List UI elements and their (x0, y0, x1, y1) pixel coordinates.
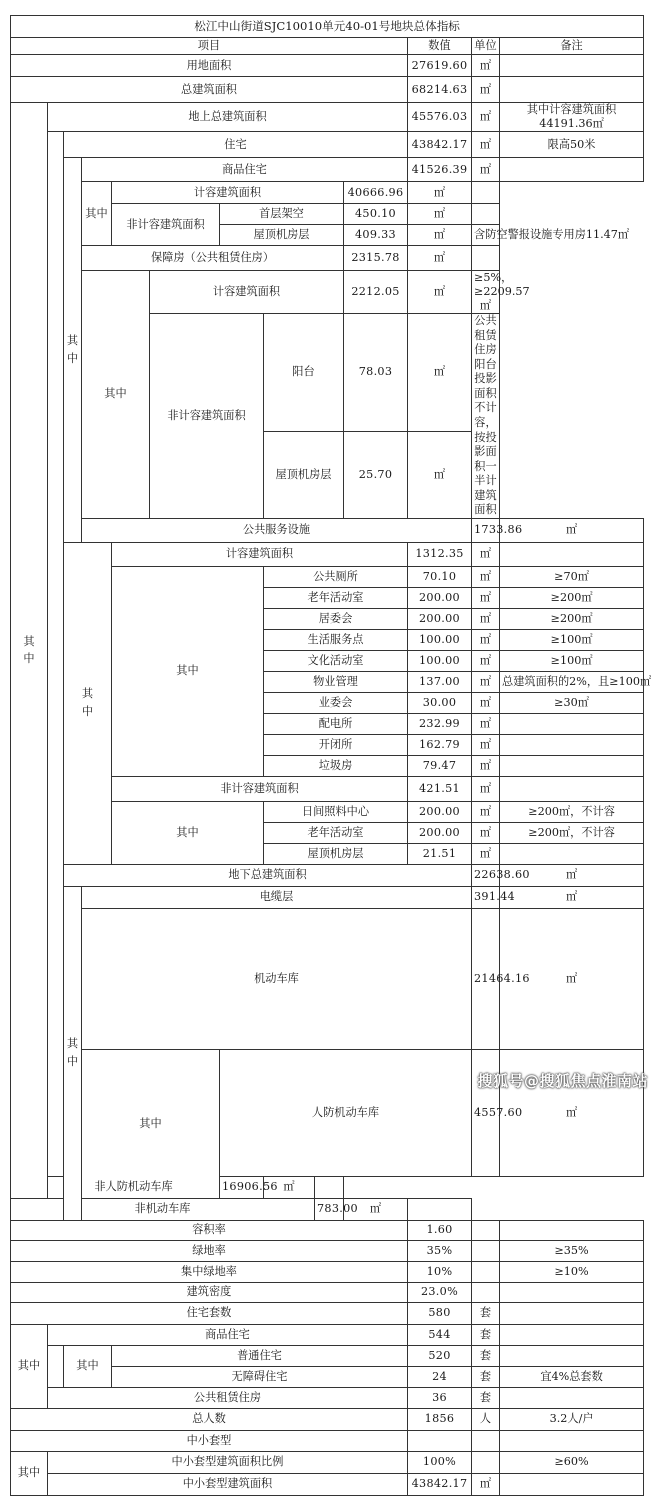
blank-cell (48, 132, 64, 1177)
table-row (11, 864, 644, 886)
row-label: 阳台 (264, 314, 344, 432)
row-unit: 套 (472, 1366, 500, 1387)
row-note: ≥10% (500, 1261, 644, 1282)
group-label: 其中 (82, 271, 150, 519)
row-value: 10% (408, 1261, 472, 1282)
row-unit: ㎡ (500, 908, 644, 1049)
row-unit: ㎡ (472, 671, 500, 692)
row-value: 391.44 (472, 886, 500, 908)
row-unit (472, 1451, 500, 1473)
row-unit: ㎡ (408, 246, 472, 271)
row-unit: ㎡ (472, 713, 500, 734)
row-value: 21.51 (408, 843, 472, 864)
row-label: 商品住宅 (48, 1324, 408, 1345)
row-unit: ㎡ (500, 1049, 644, 1176)
row-value: 21464.16 (472, 908, 500, 1049)
row-label: 总建筑面积 (11, 77, 408, 103)
row-note: ≥70㎡ (500, 566, 644, 587)
row-unit: ㎡ (408, 432, 472, 519)
row-label: 总人数 (11, 1408, 408, 1430)
row-label: 计容建筑面积 (150, 271, 344, 314)
row-note: ≥5%，≥2209.57㎡ (472, 271, 500, 314)
row-value: 421.51 (408, 776, 472, 801)
table-row (11, 158, 644, 182)
row-unit (472, 1220, 500, 1240)
group-label: 其中 (64, 1345, 112, 1387)
row-unit: ㎡ (472, 776, 500, 801)
row-note: 其中计容建筑面积44191.36㎡ (500, 103, 644, 132)
row-value: 22638.60 (472, 864, 500, 886)
row-label: 容积率 (11, 1220, 408, 1240)
table-row (11, 1240, 644, 1261)
row-note: 宜4%总套数 (500, 1366, 644, 1387)
row-unit: ㎡ (472, 103, 500, 132)
row-label: 计容建筑面积 (112, 182, 344, 204)
row-label: 机动车库 (82, 908, 472, 1049)
header-item: 项目 (11, 38, 408, 55)
table-row (11, 77, 644, 103)
row-value: 450.10 (344, 204, 408, 225)
row-unit: 套 (472, 1345, 500, 1366)
row-label: 老年活动室 (264, 822, 408, 843)
row-label: 首层架空 (220, 204, 344, 225)
group-label: 其中 (11, 1324, 48, 1408)
group-label: 其中 (82, 1049, 220, 1198)
row-value: 544 (408, 1324, 472, 1345)
row-label: 公共厕所 (264, 566, 408, 587)
row-label: 住宅 (64, 132, 408, 158)
row-value: 23.0% (408, 1282, 472, 1302)
row-value (408, 1430, 472, 1451)
row-label: 地下总建筑面积 (64, 864, 472, 886)
row-note: ≥200㎡ (500, 608, 644, 629)
row-label: 中小套型建筑面积 (48, 1473, 408, 1495)
row-note (472, 182, 500, 204)
table-row (11, 1387, 644, 1408)
row-label: 计容建筑面积 (112, 542, 408, 566)
row-note (472, 204, 500, 225)
row-note (500, 542, 644, 566)
row-unit (472, 1240, 500, 1261)
row-label: 生活服务点 (264, 629, 408, 650)
row-value: 70.10 (408, 566, 472, 587)
row-value: 4557.60 (472, 1049, 500, 1176)
row-value: 45576.03 (408, 103, 472, 132)
table-row (11, 1324, 644, 1345)
row-note: 公共租赁住房阳台投影面积不计容，按投影面积一半计建筑面积 (472, 314, 500, 519)
row-unit: ㎡ (500, 518, 644, 542)
table-row (11, 103, 644, 132)
watermark-text: 搜狐号@搜狐焦点淮南站 (477, 1072, 648, 1090)
row-label: 屋顶机房层 (264, 432, 344, 519)
blank-cell (48, 1345, 64, 1387)
row-label: 公共租赁住房 (48, 1387, 408, 1408)
row-unit: 套 (472, 1302, 500, 1324)
row-value: 1856 (408, 1408, 472, 1430)
group-label: 其 中 (64, 886, 82, 1220)
table-row (11, 1430, 644, 1451)
row-value: 30.00 (408, 692, 472, 713)
row-note: ≥200㎡，不计容 (500, 801, 644, 822)
row-note (408, 1198, 472, 1220)
row-unit: ㎡ (408, 182, 472, 204)
row-value: 25.70 (344, 432, 408, 519)
row-label: 非计容建筑面积 (150, 314, 264, 519)
row-value: 79.47 (408, 755, 472, 776)
row-unit: ㎡ (472, 608, 500, 629)
row-value: 16906.56 (220, 1176, 264, 1198)
table-row (11, 1408, 644, 1430)
row-unit: ㎡ (344, 1198, 408, 1220)
header-value: 数值 (408, 38, 472, 55)
row-unit: ㎡ (472, 801, 500, 822)
row-unit: ㎡ (472, 843, 500, 864)
row-unit: ㎡ (500, 864, 644, 886)
row-label: 普通住宅 (112, 1345, 408, 1366)
row-value: 43842.17 (408, 132, 472, 158)
row-label: 开闭所 (264, 734, 408, 755)
row-label: 文化活动室 (264, 650, 408, 671)
row-note: ≥30㎡ (500, 692, 644, 713)
table-row (11, 1282, 644, 1302)
row-label: 老年活动室 (264, 587, 408, 608)
row-note (500, 734, 644, 755)
row-unit (472, 1430, 500, 1451)
table-row (11, 1220, 644, 1240)
table-row (11, 1049, 644, 1176)
row-note (500, 843, 644, 864)
row-note (500, 1220, 644, 1240)
row-note (500, 1430, 644, 1451)
row-note: ≥200㎡ (500, 587, 644, 608)
table-title: 松江中山街道SJC10010单元40-01号地块总体指标 (11, 16, 644, 38)
row-note: 限高50米 (500, 132, 644, 158)
row-unit: ㎡ (472, 566, 500, 587)
indicator-table (10, 15, 652, 1496)
row-unit: ㎡ (472, 542, 500, 566)
row-value: 43842.17 (408, 1473, 472, 1495)
row-label: 非人防机动车库 (48, 1176, 220, 1198)
row-note: ≥35% (500, 1240, 644, 1261)
group-label: 其 中 (11, 103, 48, 1199)
row-unit (472, 1261, 500, 1282)
table-row (11, 908, 644, 1049)
row-value: 35% (408, 1240, 472, 1261)
row-label: 住宅套数 (11, 1302, 408, 1324)
row-value: 100.00 (408, 650, 472, 671)
row-value: 24 (408, 1366, 472, 1387)
row-unit: 人 (472, 1408, 500, 1430)
group-label: 其中 (112, 801, 264, 864)
row-note: ≥60% (500, 1451, 644, 1473)
row-value: 232.99 (408, 713, 472, 734)
row-unit: ㎡ (264, 1176, 315, 1198)
row-value: 78.03 (344, 314, 408, 432)
table-row (11, 518, 644, 542)
row-unit: ㎡ (500, 886, 644, 908)
row-unit: ㎡ (472, 158, 500, 182)
row-label: 用地面积 (11, 55, 408, 77)
row-unit: ㎡ (472, 132, 500, 158)
row-note (500, 1387, 644, 1408)
table-row (11, 886, 644, 908)
row-value: 2315.78 (344, 246, 408, 271)
row-unit: ㎡ (408, 225, 472, 246)
row-label: 无障碍住宅 (112, 1366, 408, 1387)
table-row (11, 1176, 644, 1198)
table-row (11, 542, 644, 566)
table-row (11, 271, 644, 314)
row-label: 垃圾房 (264, 755, 408, 776)
row-label: 居委会 (264, 608, 408, 629)
row-value: 36 (408, 1387, 472, 1408)
row-note (500, 755, 644, 776)
table-row (11, 1345, 644, 1366)
row-value: 200.00 (408, 801, 472, 822)
row-label: 电缆层 (82, 886, 472, 908)
table-row (11, 1451, 644, 1473)
table-row (11, 246, 644, 271)
row-value: 68214.63 (408, 77, 472, 103)
header-unit: 单位 (472, 38, 500, 55)
row-value: 41526.39 (408, 158, 472, 182)
row-label: 非计容建筑面积 (112, 204, 220, 246)
row-unit: ㎡ (472, 822, 500, 843)
row-unit: 套 (472, 1387, 500, 1408)
group-label: 其 中 (64, 542, 112, 864)
row-value: 40666.96 (344, 182, 408, 204)
row-note: ≥100㎡ (500, 629, 644, 650)
row-label: 中小套型建筑面积比例 (48, 1451, 408, 1473)
table-row (11, 1261, 644, 1282)
row-note (500, 55, 644, 77)
row-label: 日间照料中心 (264, 801, 408, 822)
row-label: 非计容建筑面积 (112, 776, 408, 801)
row-value: 520 (408, 1345, 472, 1366)
row-unit: ㎡ (408, 314, 472, 432)
row-unit: ㎡ (472, 755, 500, 776)
row-label: 物业管理 (264, 671, 408, 692)
row-label: 中小套型 (11, 1430, 408, 1451)
row-label: 保障房（公共租赁住房） (82, 246, 344, 271)
row-label: 公共服务设施 (82, 518, 472, 542)
group-label: 其 中 (64, 158, 82, 543)
row-unit: ㎡ (472, 587, 500, 608)
row-unit: ㎡ (408, 271, 472, 314)
row-value: 1733.86 (472, 518, 500, 542)
row-value: 2212.05 (344, 271, 408, 314)
row-value: 200.00 (408, 587, 472, 608)
row-value: 162.79 (408, 734, 472, 755)
row-note (500, 1302, 644, 1324)
table-row (11, 132, 644, 158)
group-label: 其中 (112, 566, 264, 776)
row-unit: ㎡ (472, 629, 500, 650)
row-unit: ㎡ (472, 1473, 500, 1495)
row-label: 屋顶机房层 (264, 843, 408, 864)
row-unit: ㎡ (472, 77, 500, 103)
row-value: 27619.60 (408, 55, 472, 77)
row-label: 人防机动车库 (220, 1049, 472, 1176)
row-note: 3.2人/户 (500, 1408, 644, 1430)
row-unit: ㎡ (472, 692, 500, 713)
row-note (472, 246, 500, 271)
row-label: 绿地率 (11, 1240, 408, 1261)
group-label: 其中 (11, 1451, 48, 1495)
row-unit: 套 (472, 1324, 500, 1345)
row-note (500, 1282, 644, 1302)
row-label: 商品住宅 (82, 158, 408, 182)
row-label: 业委会 (264, 692, 408, 713)
row-label: 屋顶机房层 (220, 225, 344, 246)
table-row (11, 182, 644, 204)
header-note: 备注 (500, 38, 644, 55)
row-unit: ㎡ (408, 204, 472, 225)
row-note (315, 1176, 344, 1198)
row-label: 地上总建筑面积 (48, 103, 408, 132)
row-value: 409.33 (344, 225, 408, 246)
row-note: ≥100㎡ (500, 650, 644, 671)
row-label: 配电所 (264, 713, 408, 734)
row-value: 100% (408, 1451, 472, 1473)
row-note (500, 1345, 644, 1366)
row-note (500, 776, 644, 801)
row-unit (472, 1282, 500, 1302)
row-note (500, 158, 644, 182)
row-label: 非机动车库 (11, 1198, 315, 1220)
row-note (500, 1473, 644, 1495)
row-unit: ㎡ (472, 650, 500, 671)
row-value: 200.00 (408, 822, 472, 843)
row-note: 总建筑面积的2%，且≥100㎡ (500, 671, 644, 692)
table-row (11, 1473, 644, 1495)
table-row (11, 55, 644, 77)
row-note: ≥200㎡，不计容 (500, 822, 644, 843)
row-value: 1312.35 (408, 542, 472, 566)
row-note (500, 77, 644, 103)
row-label: 建筑密度 (11, 1282, 408, 1302)
table-row (11, 1198, 644, 1220)
table-row (11, 1302, 644, 1324)
row-note: 含防空警报设施专用房11.47㎡ (472, 225, 500, 246)
row-value: 200.00 (408, 608, 472, 629)
row-value: 783.00 (315, 1198, 344, 1220)
group-label: 其中 (82, 182, 112, 246)
row-value: 580 (408, 1302, 472, 1324)
row-value: 137.00 (408, 671, 472, 692)
row-value: 1.60 (408, 1220, 472, 1240)
row-value: 100.00 (408, 629, 472, 650)
row-unit: ㎡ (472, 55, 500, 77)
row-unit: ㎡ (472, 734, 500, 755)
row-note (500, 1324, 644, 1345)
row-note (500, 713, 644, 734)
row-label: 集中绿地率 (11, 1261, 408, 1282)
